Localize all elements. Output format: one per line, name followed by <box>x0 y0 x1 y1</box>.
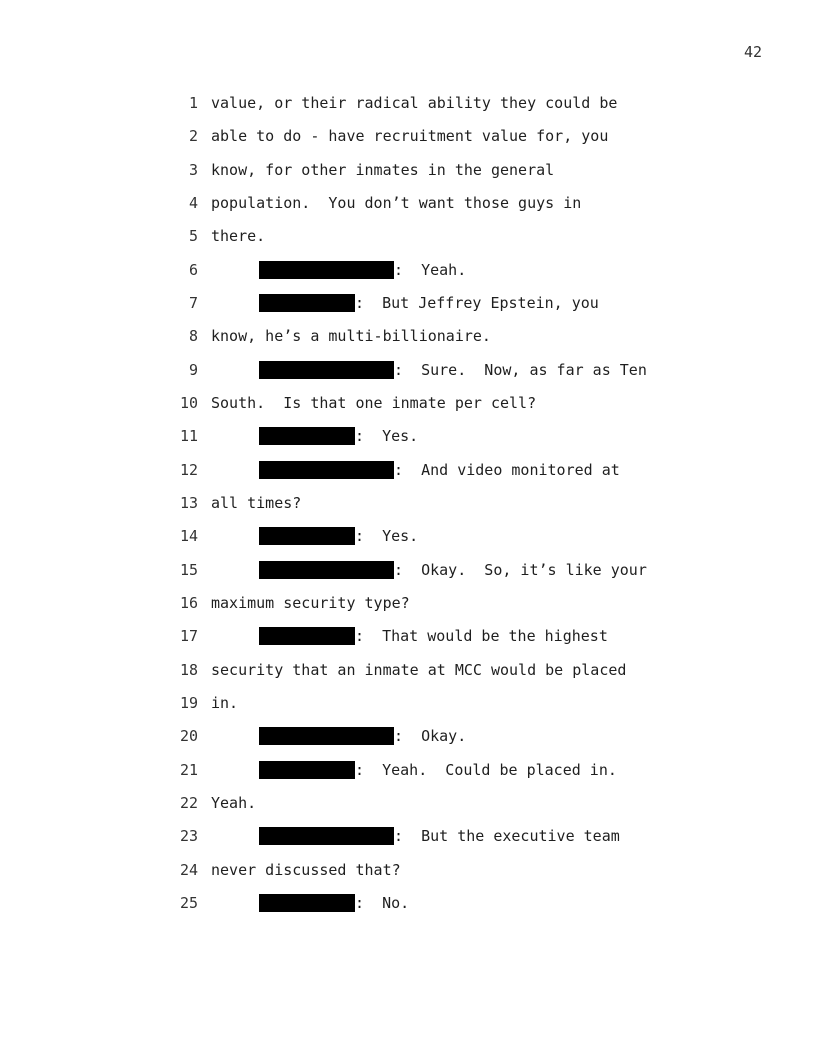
line-number: 20 <box>179 727 198 746</box>
transcript-line <box>0 393 816 426</box>
redacted-speaker-name <box>259 361 394 379</box>
transcript-line <box>0 860 816 893</box>
line-number: 10 <box>179 393 198 412</box>
transcript-line <box>0 293 816 326</box>
line-number: 25 <box>179 893 198 912</box>
transcript-line <box>0 260 816 293</box>
speaker-utterance: : Sure. Now, as far as Ten <box>394 360 647 379</box>
speaker-utterance: : No. <box>355 893 410 912</box>
speaker-utterance: : Okay. <box>394 727 467 746</box>
line-text: never discussed that? <box>211 860 401 879</box>
speaker-utterance: : Yeah. <box>394 260 467 279</box>
transcript-line <box>0 893 816 926</box>
line-number: 3 <box>188 160 198 179</box>
redacted-speaker-name <box>259 561 394 579</box>
speaker-utterance: : But the executive team <box>394 827 620 846</box>
transcript-line <box>0 626 816 659</box>
line-number: 8 <box>188 327 198 346</box>
line-number: 14 <box>179 527 198 546</box>
speaker-utterance: : But Jeffrey Epstein, you <box>355 293 599 312</box>
line-number: 9 <box>188 360 198 379</box>
line-number: 11 <box>179 427 198 446</box>
redacted-speaker-name <box>259 761 355 779</box>
line-text: South. Is that one inmate per cell? <box>211 393 537 412</box>
redacted-speaker-name <box>259 427 355 445</box>
line-text: know, for other inmates in the general <box>211 160 555 179</box>
transcript-body <box>0 93 816 926</box>
transcript-line <box>0 360 816 393</box>
line-number: 5 <box>188 227 198 246</box>
transcript-line <box>0 126 816 159</box>
transcript-line <box>0 560 816 593</box>
line-text: Yeah. <box>211 793 257 812</box>
transcript-line <box>0 593 816 626</box>
line-number: 24 <box>179 860 198 879</box>
transcript-line <box>0 493 816 526</box>
transcript-line <box>0 160 816 193</box>
line-text: know, he’s a multi-billionaire. <box>211 327 491 346</box>
line-text: security that an inmate at MCC would be placed <box>211 660 627 679</box>
speaker-utterance: : Yeah. Could be placed in. <box>355 760 617 779</box>
line-number: 21 <box>179 760 198 779</box>
page-number: 42 <box>743 43 762 61</box>
transcript-line <box>0 226 816 259</box>
redacted-speaker-name <box>259 294 355 312</box>
transcript-line <box>0 93 816 126</box>
transcript-line <box>0 193 816 226</box>
redacted-speaker-name <box>259 827 394 845</box>
speaker-utterance: : Yes. <box>355 527 419 546</box>
line-text: in. <box>211 693 239 712</box>
speaker-utterance: : Yes. <box>355 427 419 446</box>
line-text: there. <box>211 227 266 246</box>
line-number: 16 <box>179 593 198 612</box>
redacted-speaker-name <box>259 461 394 479</box>
redacted-speaker-name <box>259 261 394 279</box>
redacted-speaker-name <box>259 727 394 745</box>
speaker-utterance: : Okay. So, it’s like your <box>394 560 647 579</box>
line-text: population. You don’t want those guys in <box>211 193 582 212</box>
transcript-line <box>0 793 816 826</box>
line-number: 2 <box>188 127 198 146</box>
line-number: 17 <box>179 627 198 646</box>
line-number: 15 <box>179 560 198 579</box>
transcript-line <box>0 460 816 493</box>
line-number: 7 <box>188 293 198 312</box>
transcript-line <box>0 693 816 726</box>
transcript-line <box>0 526 816 559</box>
line-text: maximum security type? <box>211 593 410 612</box>
line-number: 18 <box>179 660 198 679</box>
redacted-speaker-name <box>259 627 355 645</box>
transcript-line <box>0 660 816 693</box>
line-number: 19 <box>179 693 198 712</box>
line-number: 13 <box>179 493 198 512</box>
transcript-line <box>0 826 816 859</box>
line-text: value, or their radical ability they could be <box>211 94 618 112</box>
redacted-speaker-name <box>259 527 355 545</box>
line-text: able to do - have recruitment value for, you <box>211 127 609 146</box>
line-text: all times? <box>211 493 302 512</box>
speaker-utterance: : That would be the highest <box>355 627 608 646</box>
speaker-utterance: : And video monitored at <box>394 460 620 479</box>
line-number: 23 <box>179 827 198 846</box>
transcript-line <box>0 760 816 793</box>
transcript-line <box>0 426 816 459</box>
line-number: 4 <box>188 193 198 212</box>
line-number: 1 <box>188 94 198 112</box>
transcript-line <box>0 326 816 359</box>
transcript-line <box>0 726 816 759</box>
redacted-speaker-name <box>259 894 355 912</box>
line-number: 22 <box>179 793 198 812</box>
line-number: 6 <box>188 260 198 279</box>
line-number: 12 <box>179 460 198 479</box>
